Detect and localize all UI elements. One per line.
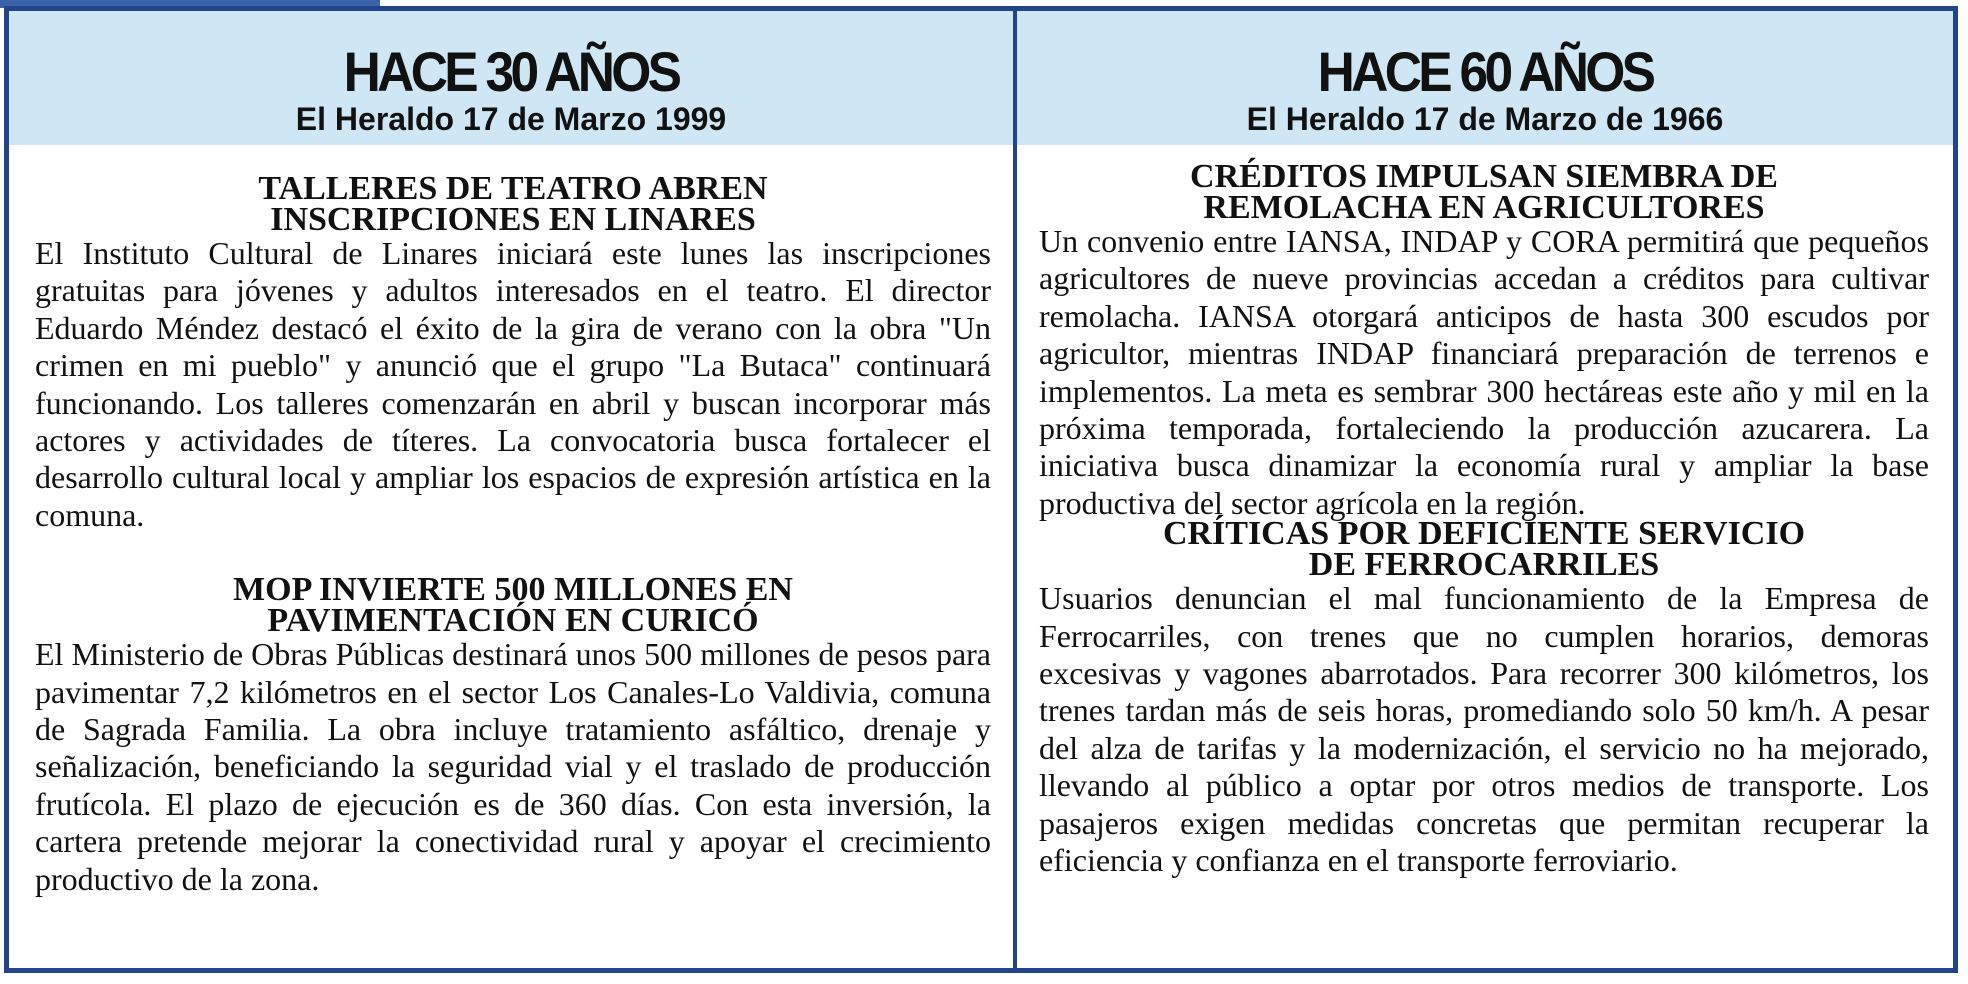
headline-line: CRÍTICAS POR DEFICIENTE SERVICIO: [1162, 515, 1806, 553]
article-body: Usuarios denuncian el mal funcionamiento de la Empresa de Ferrocarriles, con trenes que no cumplen horarios, demoras excesivas y vagones abarrotados. Para recorrer 300 kilómetros, los trenes tardan más de seis horas, promediando solo 50 km/h. A pesar del alza de tarifas y la modernización, el servicio no ha mejorado, llevando al público a optar por otros medios de transporte. Los pasajeros exigen medidas concretas que permitan recuperar la eficiencia y confianza en el transporte ferroviario.: [1039, 580, 1929, 879]
header-title: HACE 60 AÑOS: [1317, 40, 1653, 103]
headline-line: REMOLACHA EN AGRICULTORES: [1203, 189, 1765, 226]
headline-line: CRÉDITOS IMPULSAN SIEMBRA DE: [1190, 158, 1778, 195]
article-headline: [35, 170, 991, 238]
article-body: Un convenio entre IANSA, INDAP y CORA permitirá que pequeños agricultores de nueve provincias accedan a créditos para cultivar remolacha. IANSA otorgará anticipos de hasta 300 escudos por agricultor, mientras INDAP financiará preparación de terrenos e implementos. La meta es sembrar 300 hectáreas este año y mil en la próxima temporada, fortaleciendo la producción azucarera. La iniciativa busca dinamizar la economía rural y ampliar la base productiva del sector agrícola en la región.: [1039, 223, 1929, 521]
article-ferrocarriles: [1039, 515, 1929, 879]
article-headline: [1039, 158, 1929, 226]
header-subtitle: El Heraldo 17 de Marzo 1999: [295, 101, 727, 137]
column-30-years: [9, 11, 1017, 968]
headline-line: TALLERES DE TEATRO ABREN: [258, 170, 768, 207]
headline-line: PAVIMENTACIÓN EN CURICÓ: [267, 602, 759, 640]
article-creditos-remolacha: [1039, 158, 1929, 522]
headline-line: MOP INVIERTE 500 MILLONES EN: [233, 571, 793, 609]
article-body: El Instituto Cultural de Linares iniciará este lunes las inscripciones gratuitas para jóvenes y adultos interesados en el teatro. El director Eduardo Méndez destacó el éxito de la gira de verano con la obra "Un crimen en mi pueblo" y anunció que el grupo "La Butaca" continuará funcionando. Los talleres comenzarán en abril y buscan incorporar más actores y actividades de títeres. La convocatoria busca fortalecer el desarrollo cultural local y ampliar los espacios de expresión artística en la comuna.: [35, 235, 991, 533]
article-body: El Ministerio de Obras Públicas destinará unos 500 millones de pesos para pavimentar 7,2 kilómetros en el sector Los Canales-Lo Valdivia, comuna de Sagrada Familia. La obra incluye tratamiento asfáltico, drenaje y señalización, beneficiando la seguridad vial y el traslado de producción frutícola. El plazo de ejecución es de 360 días. Con esta inversión, la cartera pretende mejorar la conectividad rural y apoyar el crecimiento productivo de la zona.: [35, 636, 991, 897]
column-60-years: [1017, 11, 1953, 968]
header-title: HACE 30 AÑOS: [343, 40, 679, 103]
article-headline: [1039, 515, 1929, 584]
column-header: [9, 11, 1013, 145]
article-mop-pavimentacion: [35, 571, 991, 898]
header-subtitle: El Heraldo 17 de Marzo de 1966: [1246, 101, 1724, 137]
column-content: [9, 170, 1013, 898]
article-talleres-teatro: [35, 170, 991, 534]
headline-line: DE FERROCARRILES: [1308, 546, 1660, 584]
column-content: [1017, 158, 1953, 880]
newspaper-box: [4, 6, 1958, 973]
column-header: [1017, 11, 1953, 145]
article-headline: [35, 571, 991, 640]
headline-line: INSCRIPCIONES EN LINARES: [270, 201, 756, 238]
